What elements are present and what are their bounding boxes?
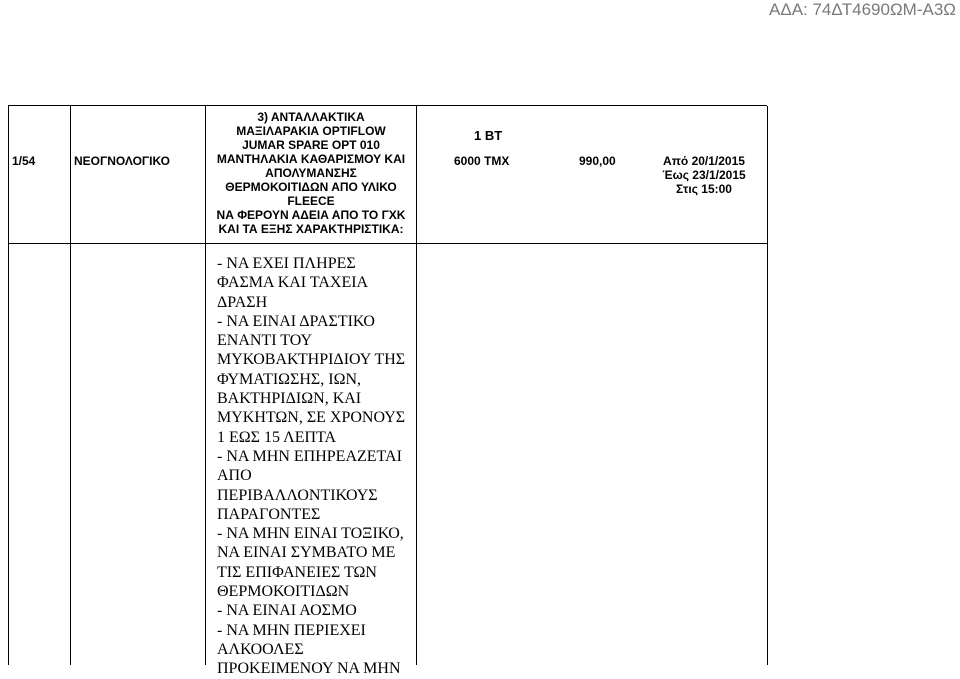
spec-line: 1 ΕΩΣ 15 ΛΕΠΤΑ <box>217 428 337 446</box>
spec-line: ΕΝΑΝΤΙ ΤΟΥ <box>217 332 313 350</box>
spec-line: ΠΕΡΙΒΑΛΛΟΝΤΙΚΟΥΣ <box>217 486 378 504</box>
price-value: 990,00 <box>579 154 616 168</box>
item-line: JUMAR SPARE OPT 010 <box>242 138 380 152</box>
item-description <box>206 110 416 236</box>
item-line: ΜΑΞΙΛΑΡΑΚΙΑ OPTIFLOW <box>236 124 386 138</box>
col-hospital <box>71 106 206 665</box>
item-line: ΝΑ ΦΕΡΟΥΝ ΑΔΕΙΑ ΑΠΟ ΤΟ ΓΧΚ <box>216 208 406 222</box>
ada-identifier: ΑΔΑ: 74ΔΤ4690ΩΜ-Α3Ω <box>769 0 956 19</box>
date-time: Στις 15:00 <box>676 182 732 196</box>
spec-line: ΠΑΡΑΓΟΝΤΕΣ <box>217 505 321 523</box>
spec-line: - ΝΑ ΜΗΝ ΕΙΝΑΙ ΤΟΞΙΚΟ, <box>217 525 404 543</box>
spec-line: - ΝΑ ΜΗΝ ΠΕΡΙΕΧΕΙ <box>217 621 366 639</box>
spec-line: ΔΡΑΣΗ <box>217 293 268 311</box>
spec-line: - ΝΑ ΜΗΝ ΕΠΗΡΕΑΖΕΤΑΙ <box>217 447 402 465</box>
item-line: ΜΑΝΤΗΛΑΚΙΑ ΚΑΘΑΡΙΣΜΟΥ ΚΑΙ <box>216 152 406 166</box>
tender-table <box>8 105 767 678</box>
quantity-value: 6000 ΤΜΧ <box>454 154 510 168</box>
spec-line: ΦΑΣΜΑ ΚΑΙ ΤΑΧΕΙΑ <box>217 274 369 292</box>
spec-line: ΘΕΡΜΟΚΟΙΤΙΔΩΝ <box>217 583 350 601</box>
item-specifications <box>217 254 405 679</box>
spec-line: - ΝΑ ΕΙΝΑΙ ΔΡΑΣΤΙΚΟ <box>217 312 375 330</box>
spec-line: ΜΥΚΗΤΩΝ, ΣΕ ΧΡΟΝΟΥΣ <box>217 409 406 427</box>
date-from: Από 20/1/2015 <box>663 154 745 168</box>
date-to: Έως 23/1/2015 <box>662 168 746 182</box>
spec-line: ΑΛΚΟΟΛΕΣ <box>217 640 304 658</box>
col-item <box>206 106 417 678</box>
item-line: 3) ΑΝΤΑΛΛΑΚΤΙΚΑ <box>257 110 365 124</box>
col-details <box>417 106 768 665</box>
item-line: ΚΑΙ ΤΑ ΕΞΗΣ ΧΑΡΑΚΤΗΡΙΣΤΙΚΑ: <box>218 222 404 236</box>
col-number <box>9 106 71 665</box>
deadline-dates <box>649 154 759 196</box>
spec-line: ΦΥΜΑΤΙΩΣΗΣ, ΙΩΝ, <box>217 370 362 388</box>
item-line: FLEECE <box>287 194 335 208</box>
item-line: ΑΠΟΛΥΜΑΝΣΗΣ <box>265 166 357 180</box>
unit-value: 1 ΒΤ <box>474 128 503 143</box>
row-number: 1/54 <box>12 154 36 168</box>
hospital-name: ΝΕΟΓΝΟΛΟΓΙΚΟ <box>74 154 170 168</box>
spec-line: ΝΑ ΕΙΝΑΙ ΣΥΜΒΑΤΟ ΜΕ <box>217 544 396 562</box>
spec-line: ΤΙΣ ΕΠΙΦΑΝΕΙΕΣ ΤΩΝ <box>217 563 377 581</box>
spec-line: ΜΥΚΟΒΑΚΤΗΡΙΔΙΟΥ ΤΗΣ <box>217 351 406 369</box>
spec-line: ΒΑΚΤΗΡΙΔΙΩΝ, ΚΑΙ <box>217 390 362 408</box>
item-line: ΘΕΡΜΟΚΟΙΤΙΔΩΝ ΑΠΟ ΥΛΙΚΟ <box>225 180 397 194</box>
spec-line: - ΝΑ ΕΙΝΑΙ ΑΟΣΜΟ <box>217 602 357 620</box>
spec-line: ΑΠΟ <box>217 467 252 485</box>
spec-line: - ΝΑ ΕΧΕΙ ΠΛΗΡΕΣ <box>217 255 356 272</box>
spec-line: ΠΡΟΚΕΙΜΕΝΟΥ ΝΑ ΜΗΝ <box>217 660 401 678</box>
